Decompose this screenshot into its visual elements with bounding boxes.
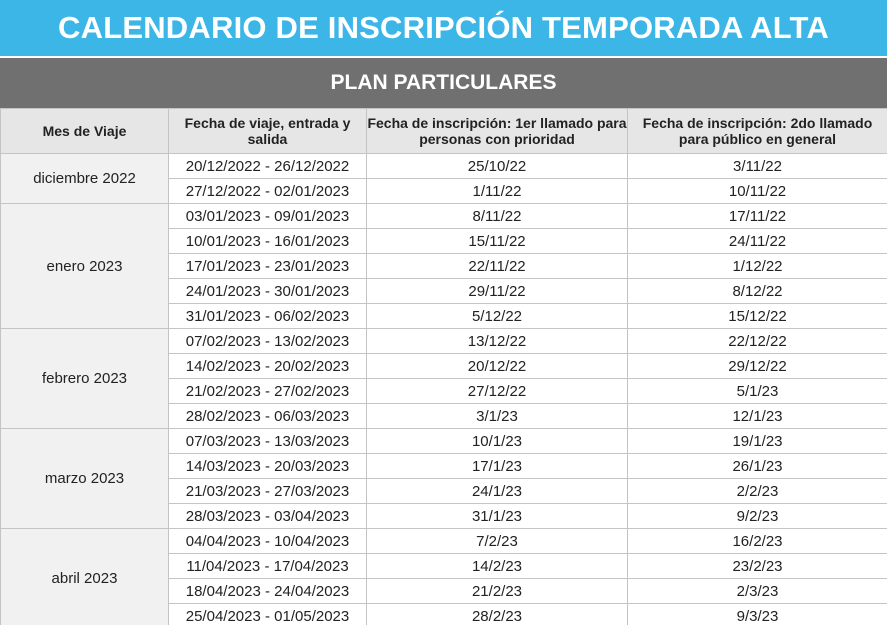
trip-dates-cell: 27/12/2022 - 02/01/2023 bbox=[169, 179, 367, 204]
second-call-date-cell: 17/11/22 bbox=[628, 204, 887, 229]
table-row bbox=[1, 154, 887, 179]
trip-dates-cell: 28/02/2023 - 06/03/2023 bbox=[169, 404, 367, 429]
second-call-date-cell: 24/11/22 bbox=[628, 229, 887, 254]
month-cell: enero 2023 bbox=[1, 204, 169, 329]
second-call-date-cell: 26/1/23 bbox=[628, 454, 887, 479]
second-call-date-cell: 19/1/23 bbox=[628, 429, 887, 454]
second-call-date-cell: 9/3/23 bbox=[628, 604, 887, 625]
table-header-row bbox=[1, 109, 887, 154]
second-call-date-cell: 23/2/23 bbox=[628, 554, 887, 579]
first-call-date-cell: 1/11/22 bbox=[367, 179, 628, 204]
trip-dates-cell: 04/04/2023 - 10/04/2023 bbox=[169, 529, 367, 554]
first-call-date-cell: 28/2/23 bbox=[367, 604, 628, 625]
first-call-date-cell: 29/11/22 bbox=[367, 279, 628, 304]
first-call-date-cell: 5/12/22 bbox=[367, 304, 628, 329]
trip-dates-cell: 10/01/2023 - 16/01/2023 bbox=[169, 229, 367, 254]
first-call-date-cell: 22/11/22 bbox=[367, 254, 628, 279]
first-call-date-cell: 25/10/22 bbox=[367, 154, 628, 179]
column-header-month: Mes de Viaje bbox=[1, 109, 169, 154]
first-call-date-cell: 14/2/23 bbox=[367, 554, 628, 579]
first-call-date-cell: 3/1/23 bbox=[367, 404, 628, 429]
month-cell: abril 2023 bbox=[1, 529, 169, 625]
column-header-second-call: Fecha de inscripción: 2do llamado para público en general bbox=[628, 109, 887, 154]
month-cell: febrero 2023 bbox=[1, 329, 169, 429]
table-row bbox=[1, 204, 887, 229]
trip-dates-cell: 14/03/2023 - 20/03/2023 bbox=[169, 454, 367, 479]
table-body bbox=[1, 154, 887, 625]
second-call-date-cell: 16/2/23 bbox=[628, 529, 887, 554]
second-call-date-cell: 1/12/22 bbox=[628, 254, 887, 279]
month-cell: diciembre 2022 bbox=[1, 154, 169, 204]
table-row bbox=[1, 429, 887, 454]
trip-dates-cell: 07/02/2023 - 13/02/2023 bbox=[169, 329, 367, 354]
first-call-date-cell: 8/11/22 bbox=[367, 204, 628, 229]
trip-dates-cell: 03/01/2023 - 09/01/2023 bbox=[169, 204, 367, 229]
second-call-date-cell: 22/12/22 bbox=[628, 329, 887, 354]
first-call-date-cell: 31/1/23 bbox=[367, 504, 628, 529]
second-call-date-cell: 29/12/22 bbox=[628, 354, 887, 379]
second-call-date-cell: 5/1/23 bbox=[628, 379, 887, 404]
first-call-date-cell: 10/1/23 bbox=[367, 429, 628, 454]
column-header-trip-dates: Fecha de viaje, entrada y salida bbox=[169, 109, 367, 154]
page-title: CALENDARIO DE INSCRIPCIÓN TEMPORADA ALTA bbox=[0, 0, 887, 58]
column-header-first-call: Fecha de inscripción: 1er llamado para personas con prioridad bbox=[367, 109, 628, 154]
trip-dates-cell: 11/04/2023 - 17/04/2023 bbox=[169, 554, 367, 579]
trip-dates-cell: 25/04/2023 - 01/05/2023 bbox=[169, 604, 367, 625]
trip-dates-cell: 21/03/2023 - 27/03/2023 bbox=[169, 479, 367, 504]
enrollment-calendar-table bbox=[0, 108, 887, 625]
first-call-date-cell: 7/2/23 bbox=[367, 529, 628, 554]
month-cell: marzo 2023 bbox=[1, 429, 169, 529]
second-call-date-cell: 2/3/23 bbox=[628, 579, 887, 604]
trip-dates-cell: 31/01/2023 - 06/02/2023 bbox=[169, 304, 367, 329]
second-call-date-cell: 2/2/23 bbox=[628, 479, 887, 504]
trip-dates-cell: 18/04/2023 - 24/04/2023 bbox=[169, 579, 367, 604]
second-call-date-cell: 8/12/22 bbox=[628, 279, 887, 304]
second-call-date-cell: 10/11/22 bbox=[628, 179, 887, 204]
first-call-date-cell: 15/11/22 bbox=[367, 229, 628, 254]
trip-dates-cell: 17/01/2023 - 23/01/2023 bbox=[169, 254, 367, 279]
trip-dates-cell: 14/02/2023 - 20/02/2023 bbox=[169, 354, 367, 379]
plan-subtitle: PLAN PARTICULARES bbox=[0, 58, 887, 108]
trip-dates-cell: 21/02/2023 - 27/02/2023 bbox=[169, 379, 367, 404]
first-call-date-cell: 24/1/23 bbox=[367, 479, 628, 504]
second-call-date-cell: 12/1/23 bbox=[628, 404, 887, 429]
trip-dates-cell: 24/01/2023 - 30/01/2023 bbox=[169, 279, 367, 304]
trip-dates-cell: 28/03/2023 - 03/04/2023 bbox=[169, 504, 367, 529]
first-call-date-cell: 20/12/22 bbox=[367, 354, 628, 379]
first-call-date-cell: 27/12/22 bbox=[367, 379, 628, 404]
trip-dates-cell: 20/12/2022 - 26/12/2022 bbox=[169, 154, 367, 179]
second-call-date-cell: 9/2/23 bbox=[628, 504, 887, 529]
first-call-date-cell: 21/2/23 bbox=[367, 579, 628, 604]
second-call-date-cell: 15/12/22 bbox=[628, 304, 887, 329]
first-call-date-cell: 13/12/22 bbox=[367, 329, 628, 354]
second-call-date-cell: 3/11/22 bbox=[628, 154, 887, 179]
table-row bbox=[1, 529, 887, 554]
table-row bbox=[1, 329, 887, 354]
trip-dates-cell: 07/03/2023 - 13/03/2023 bbox=[169, 429, 367, 454]
first-call-date-cell: 17/1/23 bbox=[367, 454, 628, 479]
